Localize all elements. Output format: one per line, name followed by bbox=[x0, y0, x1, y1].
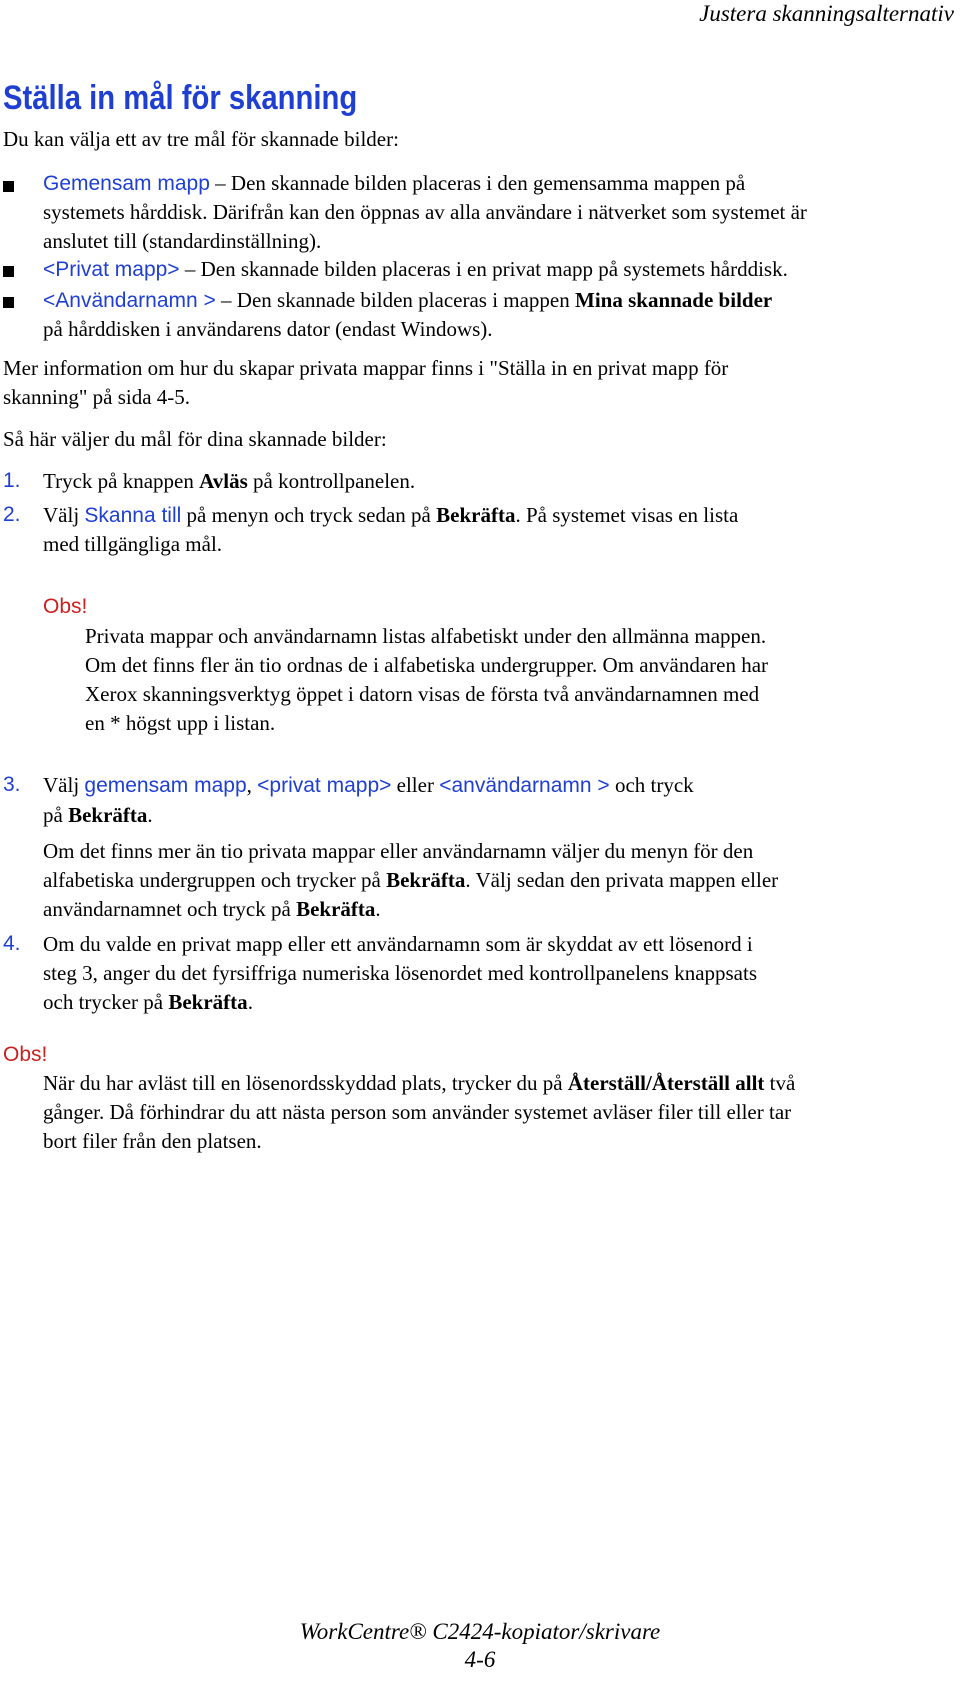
step-3-para-line: Om det finns mer än tio privata mappar eller användarnamn väljer du menyn för den bbox=[43, 839, 754, 863]
step-text-line bbox=[43, 800, 153, 830]
step-text: Välj bbox=[43, 773, 85, 797]
step-text: alfabetiska undergruppen och trycker på bbox=[43, 868, 387, 892]
bullet-text: – Den skannade bilden placeras i en privat mapp på systemets hårddisk. bbox=[179, 257, 788, 281]
footer-page-number: 4-6 bbox=[464, 1647, 496, 1672]
step-4-line: steg 3, anger du det fyrsiffriga numeriska lösenordet med kontrollpanelens knappsats bbox=[43, 961, 758, 985]
step-text: . bbox=[247, 990, 253, 1014]
note-line: Privata mappar och användarnamn listas alfabetiskt under den allmänna mappen. bbox=[85, 624, 767, 648]
note-line: bort filer från den platsen. bbox=[43, 1129, 262, 1153]
step-number: 1. bbox=[3, 469, 21, 492]
step-text: på menyn och tryck sedan på bbox=[181, 503, 437, 527]
bullet-square-icon bbox=[3, 297, 14, 308]
step-bold: Bekräfta bbox=[436, 503, 516, 527]
note-line: Xerox skanningsverktyg öppet i datorn visas de första två användarnamnen med bbox=[85, 682, 760, 706]
bullet-text: – Den skannade bilden placeras i mappen bbox=[215, 288, 576, 312]
more-info-line: Mer information om hur du skapar privata mappar finns i "Ställa in en privat mapp för bbox=[3, 356, 729, 380]
step-3-para-line bbox=[43, 894, 381, 924]
step-text: användarnamnet och tryck på bbox=[43, 897, 297, 921]
note-line bbox=[43, 1068, 795, 1098]
step-3-para-line bbox=[43, 865, 778, 895]
bullet-square-icon bbox=[3, 266, 14, 277]
step-bold: Bekräfta bbox=[168, 990, 248, 1014]
page-title: Ställa in mål för skanning bbox=[3, 79, 358, 117]
step-bold: Bekräfta bbox=[386, 868, 466, 892]
step-1-text bbox=[43, 466, 415, 496]
bullet-square-icon bbox=[3, 181, 14, 192]
bullet-text-line: anslutet till (standardinställning). bbox=[43, 229, 322, 253]
bullet-privat-mapp bbox=[43, 254, 788, 285]
note-bold: Återställ/Återställ allt bbox=[567, 1071, 765, 1095]
bullet-text: – Den skannade bilden placeras i den gemensamma mappen på bbox=[209, 171, 746, 195]
step-number: 3. bbox=[3, 773, 21, 796]
step-text: . På systemet visas en lista bbox=[515, 503, 739, 527]
bullet-anvandarnamn bbox=[43, 285, 772, 316]
step-text: och trycker på bbox=[43, 990, 169, 1014]
intro-text: Du kan välja ett av tre mål för skannade bilder: bbox=[3, 127, 399, 151]
bullet-bold-text: Mina skannade bilder bbox=[575, 288, 773, 312]
step-text: Tryck på knappen bbox=[43, 469, 200, 493]
bullet-gemensam-mapp bbox=[43, 168, 745, 199]
note-text: två bbox=[764, 1071, 796, 1095]
step-text: , bbox=[246, 773, 258, 797]
note-line: en * högst upp i listan. bbox=[85, 711, 276, 735]
step-text: Välj bbox=[43, 503, 85, 527]
step-bold: Avläs bbox=[199, 469, 248, 493]
footer-product: WorkCentre® C2424-kopiator/skrivare bbox=[299, 1619, 661, 1644]
bullet-term: <Privat mapp> bbox=[43, 258, 180, 281]
step-4-line bbox=[43, 987, 253, 1017]
step-3-text bbox=[43, 770, 694, 801]
step-menu-term: Skanna till bbox=[84, 504, 182, 527]
step-text: på bbox=[43, 803, 69, 827]
step-text: på kontrollpanelen. bbox=[247, 469, 416, 493]
bullet-term: <Användarnamn > bbox=[43, 289, 216, 312]
step-2-text bbox=[43, 500, 738, 531]
step-option: gemensam mapp bbox=[84, 774, 247, 797]
bullet-term: Gemensam mapp bbox=[43, 172, 210, 195]
note-label: Obs! bbox=[43, 595, 88, 618]
how-to-text: Så här väljer du mål för dina skannade bilder: bbox=[3, 427, 387, 451]
step-bold: Bekräfta bbox=[68, 803, 148, 827]
step-text: . bbox=[375, 897, 381, 921]
step-number: 4. bbox=[3, 932, 21, 955]
step-text: . Välj sedan den privata mappen eller bbox=[465, 868, 779, 892]
step-4-line: Om du valde en privat mapp eller ett användarnamn som är skyddat av ett lösenord i bbox=[43, 932, 753, 956]
bullet-text-line: systemets hårddisk. Därifrån kan den öppnas av alla användare i nätverket som systemet är bbox=[43, 200, 807, 224]
step-number: 2. bbox=[3, 503, 21, 526]
step-text: och tryck bbox=[609, 773, 694, 797]
step-text: . bbox=[147, 803, 153, 827]
step-text-line: med tillgängliga mål. bbox=[43, 532, 223, 556]
running-head: Justera skanningsalternativ bbox=[699, 1, 954, 26]
note-label: Obs! bbox=[3, 1043, 48, 1066]
note-text: När du har avläst till en lösenordsskyddad plats, trycker du på bbox=[43, 1071, 568, 1095]
bullet-text-line: på hårddisken i användarens dator (endast Windows). bbox=[43, 317, 493, 341]
step-bold: Bekräfta bbox=[296, 897, 376, 921]
note-line: Om det finns fler än tio ordnas de i alfabetiska undergrupper. Om användaren har bbox=[85, 653, 769, 677]
step-text: eller bbox=[391, 773, 440, 797]
note-line: gånger. Då förhindrar du att nästa person som använder systemet avläser filer till eller tar bbox=[43, 1100, 792, 1124]
step-option: <användarnamn > bbox=[439, 774, 610, 797]
more-info-line: skanning" på sida 4-5. bbox=[3, 385, 191, 409]
step-option: <privat mapp> bbox=[257, 774, 392, 797]
